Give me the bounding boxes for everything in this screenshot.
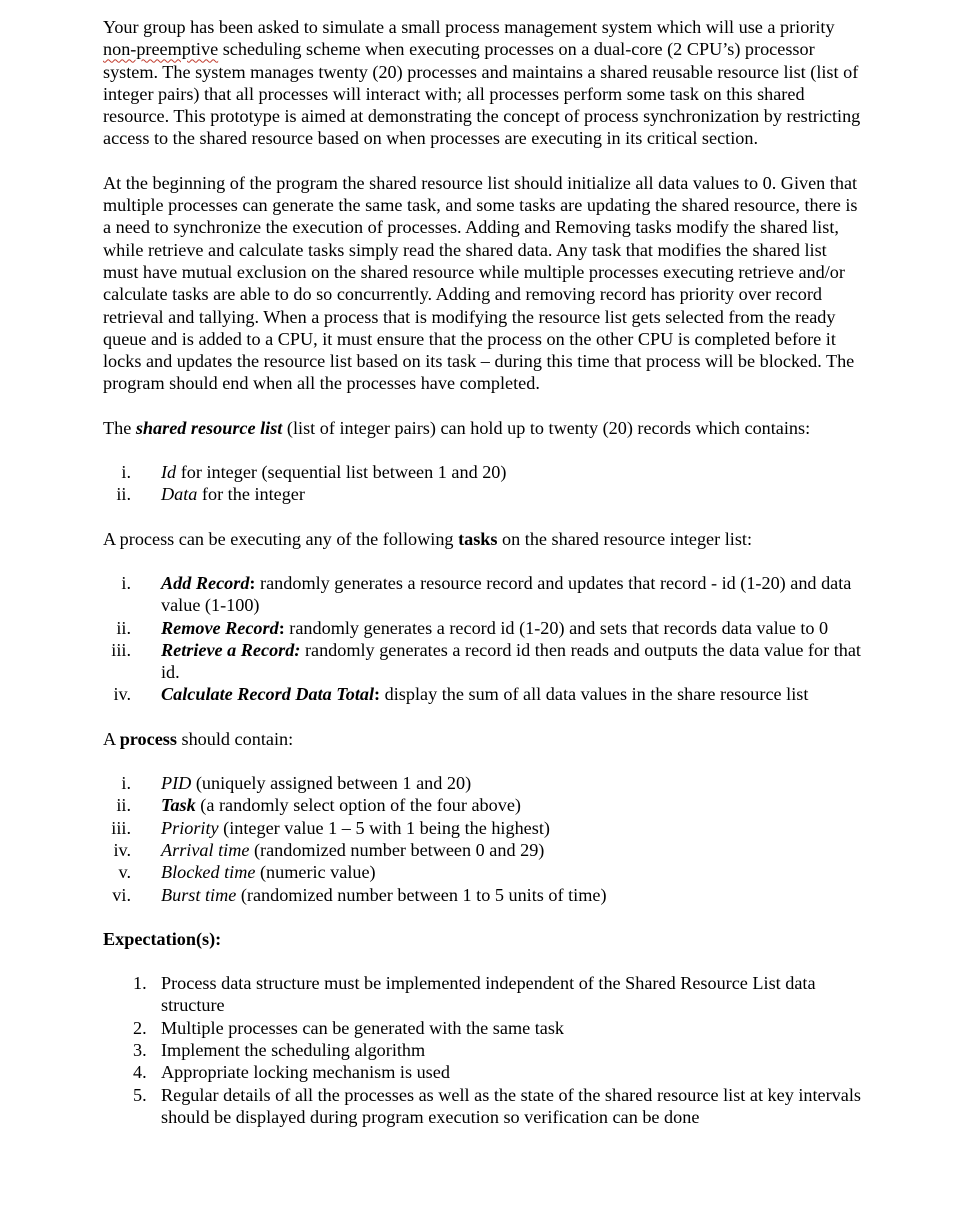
list-item: 3. Implement the scheduling algorithm: [133, 1039, 426, 1060]
shared-resource-paragraph: The shared resource list (list of integer pairs) can hold up to twenty (20) records which contains:: [103, 417, 811, 438]
list-item: i. PID (uniquely assigned between 1 and 20): [121, 773, 472, 794]
list-item: 1. Process data structure must be implemented independent of the Shared Resource List data structure: [133, 973, 816, 1016]
list-item: ii. Remove Record: randomly generates a record id (1-20) and sets that records data value to 0: [116, 617, 829, 638]
list-item: i. Id for integer (sequential list between 1 and 20): [121, 462, 507, 483]
list-item: ii. Task (a randomly select option of the four above): [116, 795, 521, 816]
synchronization-paragraph: At the beginning of the program the shared resource list should initialize all data values to 0. Given that multiple processes can generate the same task, and some tasks are updating the shared resource, there is a need to synchronize the execution of processes. Adding and Removing tasks modify the shared list, while retrieve and calculate tasks simply read the shared data. Any task that modifies the shared list must have mutual exclusion on the shared resource while multiple processes executing retrieve and/or calculate tasks are able to do so concurrently. Adding and removing record has priority over record retrieval and tallying. When a process that is modifying the resource list gets selected from the ready queue and is added to a CPU, it must ensure that the process on the other CPU is completed before it locks and updates the resource list based on its task – during this time that process will be blocked. The program should end when all the processes have completed.: [103, 172, 858, 394]
list-item: iv. Calculate Record Data Total: display the sum of all data values in the share resource list: [113, 684, 809, 705]
list-item: 5. Regular details of all the processes as well as the state of the shared resource list at key intervals should be displayed during program execution so verification can be done: [133, 1084, 861, 1127]
record-fields-list: [103, 461, 863, 506]
list-item: iii. Retrieve a Record: randomly generates a record id then reads and outputs the data value for that id.: [111, 639, 861, 683]
list-item: iv. Arrival time (randomized number between 0 and 29): [113, 839, 545, 860]
list-item: ii. Data for the integer: [116, 484, 305, 505]
tasks-list: [103, 572, 863, 706]
list-item: vi. Burst time (randomized number between 1 to 5 units of time): [112, 884, 607, 905]
intro-paragraph: Your group has been asked to simulate a small process management system which will use a priority non-preemptive scheduling scheme when executing processes on a dual-core (2 CPU’s) processor system. The system manages twenty (20) processes and maintains a shared reusable resource list (list of integer pairs) that all processes will interact with; all processes perform some task on this shared resource. This prototype is aimed at demonstrating the concept of process synchronization by restricting access to the shared resource based on when processes are executing in its critical section.: [103, 17, 861, 149]
process-paragraph: A process should contain:: [103, 728, 294, 749]
document-page: [103, 16, 863, 1128]
expectations-list: [103, 972, 863, 1128]
spellcheck-flagged-word: non-preemptive: [103, 39, 219, 60]
list-item: v. Blocked time (numeric value): [118, 862, 376, 883]
list-item: iii. Priority (integer value 1 – 5 with 1 being the highest): [111, 817, 550, 838]
list-item: i. Add Record: randomly generates a resource record and updates that record - id (1-20) and data value (1-100): [121, 572, 852, 616]
list-item: 2. Multiple processes can be generated with the same task: [133, 1017, 565, 1038]
list-item: 4. Appropriate locking mechanism is used: [133, 1062, 450, 1083]
process-fields-list: [103, 772, 863, 906]
tasks-paragraph: A process can be executing any of the following tasks on the shared resource integer list:: [103, 528, 753, 549]
expectations-heading: Expectation(s):: [103, 928, 222, 949]
